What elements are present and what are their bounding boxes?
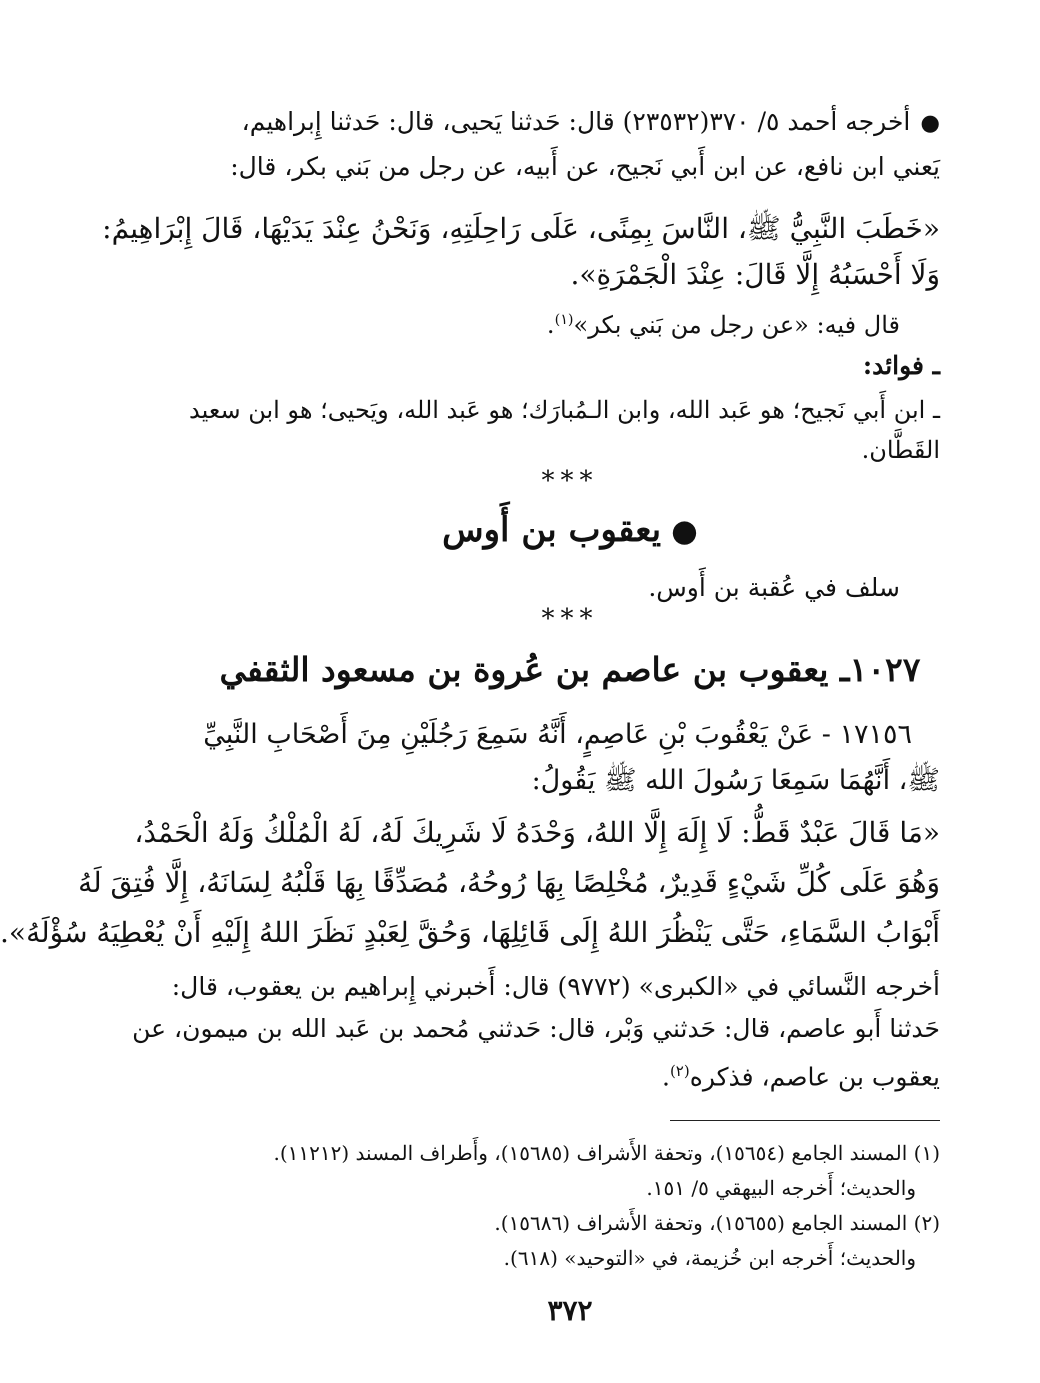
text-line: ﷺ، أَنَّهُمَا سَمِعَا رَسُولَ الله ﷺ يَقُولُ: <box>531 765 940 796</box>
hadith-isnad <box>200 712 940 804</box>
text-line: أَبْوَابُ السَّمَاءِ، حَتَّى يَنْظُرَ اللهُ إِلَى قَائِلِهَا، وَحُقَّ لِعَبْدٍ نَظَرَ اللهُ إِلَيْهِ أَنْ يُعْطِيَهُ سُؤْلَهُ». <box>0 916 940 949</box>
section-separator: *** <box>541 466 599 496</box>
line-text: أخرجه أحمد ٥/ ٣٧٠(٢٣٥٣٢) قال: حَدثنا يَحيى، قال: حَدثنا إِبراهيم، <box>241 107 911 136</box>
footnote-line: والحديث؛ أَخرجه البيهقي ٥/ ١٥١. <box>646 1176 916 1200</box>
heading-text: يعقوب بن أَوس <box>442 510 662 550</box>
section-separator: *** <box>541 604 599 634</box>
text-line: «مَا قَالَ عَبْدٌ قَطُّ: لَا إِلَهَ إِلَّا اللهُ، وَحْدَهُ لَا شَرِيكَ لَهُ، لَهُ الْمُلْكُ وَلَهُ الْحَمْدُ، <box>134 816 940 849</box>
footnote-ref: (٢) <box>669 1062 690 1080</box>
line-text: يعقوب بن عاصم، فذكره <box>689 1062 940 1092</box>
footnote-line: والحديث؛ أَخرجه ابن خُزيمة، في «التوحيد» (٦١٨). <box>503 1246 916 1270</box>
fawaid-text <box>189 390 940 470</box>
text-line: ـ ابن أَبي نَجيح؛ هو عَبد الله، وابن الـمُبارَك؛ هو عَبد الله، ويَحيى؛ هو ابن سعيد <box>189 396 940 424</box>
text-line <box>200 1050 940 1098</box>
text-line <box>200 300 940 345</box>
footnotes <box>200 1136 940 1276</box>
text-line: أخرجه النَّسائي في «الكبرى» (٩٧٧٢) قال: أَخبرني إِبراهيم بن يعقوب، قال: <box>171 972 940 1001</box>
line-end: . <box>546 311 555 339</box>
footnote-divider <box>670 1120 940 1121</box>
bio-heading <box>100 510 1040 550</box>
qaala-line <box>200 300 940 345</box>
text-line: وَلَا أَحْسَبُهُ إِلَّا قَالَ: عِنْدَ الْجَمْرَةِ». <box>570 258 940 291</box>
text-line: سلف في عُقبة بن أَوس. <box>648 573 900 602</box>
footnote-ref: (١) <box>554 312 574 328</box>
hadith-matn <box>0 808 940 958</box>
bullet-icon: ● <box>671 513 698 549</box>
bullet-icon: ● <box>920 110 940 136</box>
fawaid-heading: ـ فوائد: <box>862 351 940 380</box>
footnote-line: (١) المسند الجامع (١٥٦٥٤)، وتحفة الأَشراف (١٥٦٨٥)، وأَطراف المسند (١١٢١٢). <box>273 1141 940 1165</box>
line-end: . <box>661 1062 670 1092</box>
bio-text <box>200 568 940 608</box>
line-text: قال فيه: «عن رجل من بَني بكر» <box>573 311 900 339</box>
hadith-text-1 <box>102 206 940 298</box>
text-line: القَطَّان. <box>861 436 940 464</box>
page-number: ٣٧٢ <box>547 1294 593 1327</box>
footnote-line: (٢) المسند الجامع (١٥٦٥٥)، وتحفة الأَشراف (١٥٦٨٦). <box>494 1211 940 1235</box>
entry-heading: ١٠٢٧ـ يعقوب بن عاصم بن عُروة بن مسعود الثقفي <box>219 650 921 689</box>
takhrij-paragraph-2 <box>132 966 940 1098</box>
text-line: حَدثنا أَبو عاصم، قال: حَدثني وَبْر، قال: حَدثني مُحمد بن عَبد الله بن ميمون، عن <box>132 1014 940 1043</box>
text-line: «خَطَبَ النَّبِيُّ ﷺ، النَّاسَ بِمِنًى، عَلَى رَاحِلَتِهِ، وَنَحْنُ عِنْدَ يَدَيْهَا، قَالَ إِبْرَاهِيمُ: <box>102 212 940 245</box>
text-line: وَهُوَ عَلَى كُلِّ شَيْءٍ قَدِيرٌ، مُخْلِصًا بِهَا رُوحُهُ، مُصَدِّقًا بِهَا قَلْبُهُ لِسَانَهُ، إِلَّا فُتِقَ لَهُ <box>78 866 940 899</box>
takhrij-paragraph-1 <box>200 100 940 189</box>
text-line: يَعني ابن نافع، عن ابن أَبي نَجيح، عن أَبيه، عن رجل من بَني بكر، قال: <box>230 152 940 181</box>
text-line <box>200 100 940 145</box>
text-line: ١٧١٥٦ - عَنْ يَعْقُوبَ بْنِ عَاصِمٍ، أَنَّهُ سَمِعَ رَجُلَيْنِ مِنَ أَصْحَابِ النَّبِيِّ <box>203 719 912 750</box>
